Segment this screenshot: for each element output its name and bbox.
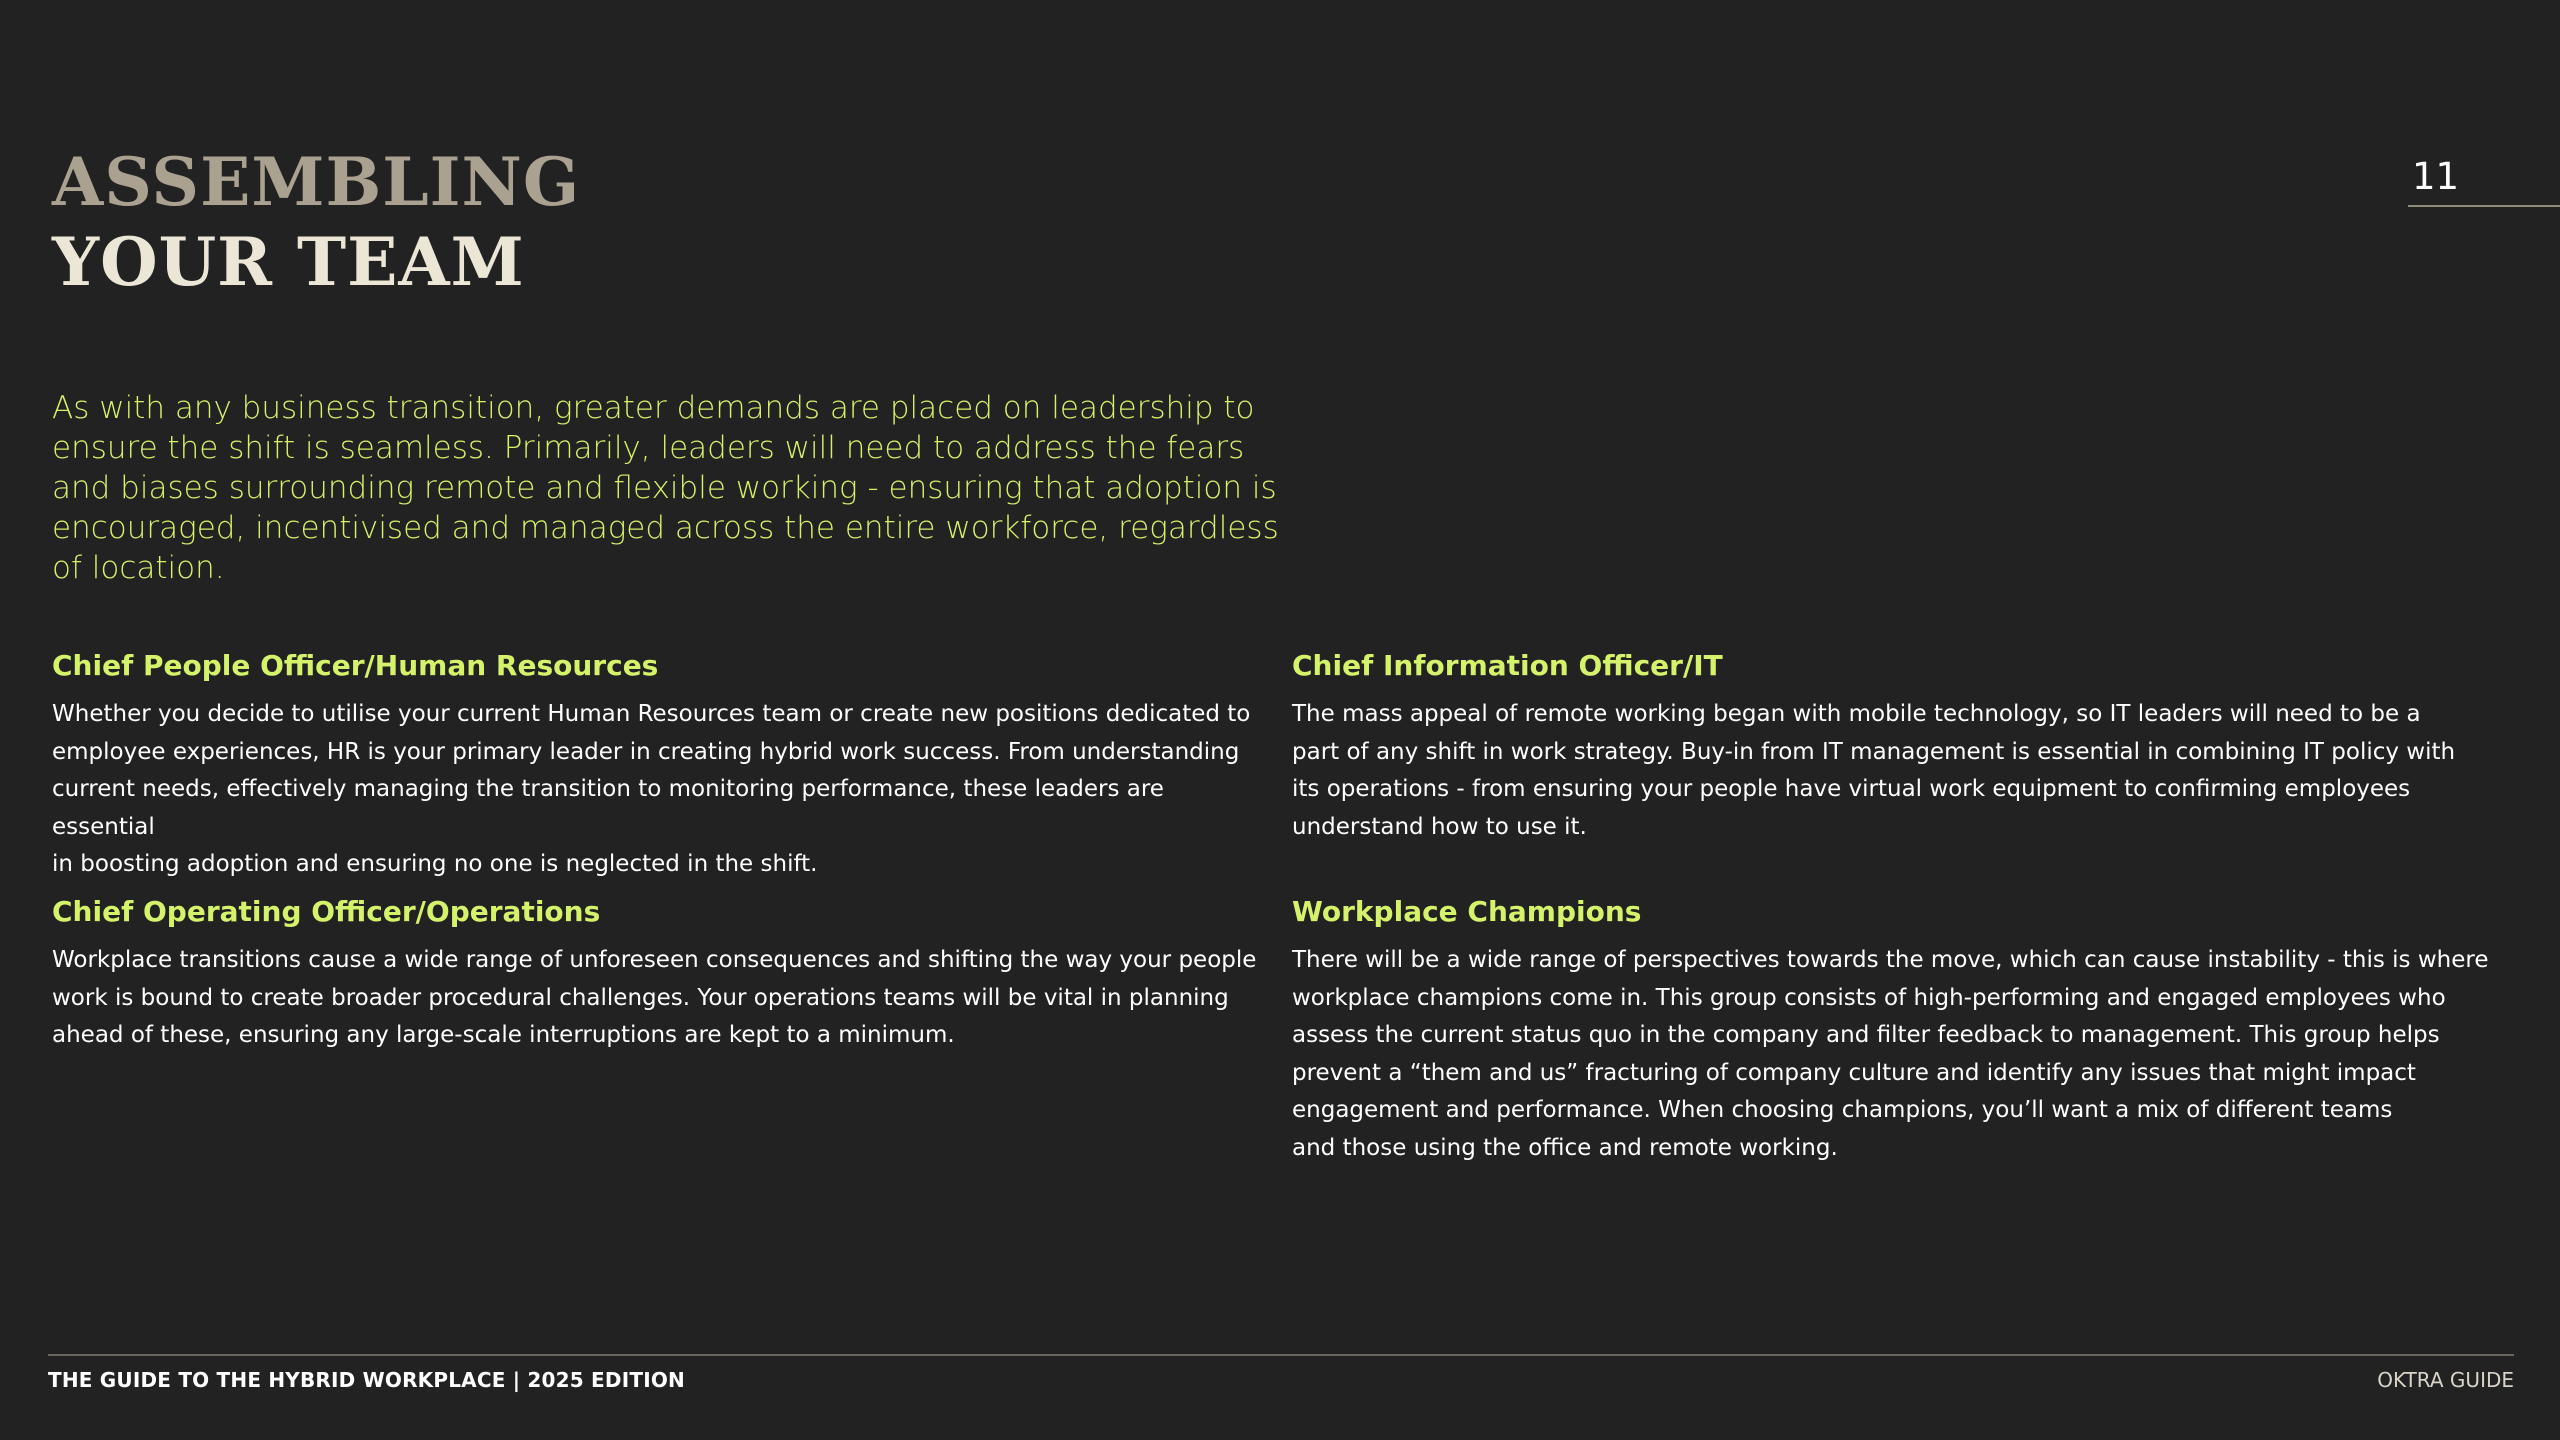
body-line: current needs, effectively managing the transition to monitoring performance, these leaders are essential <box>52 776 1164 840</box>
section-body <box>52 942 1272 1055</box>
section-heading: Chief People Officer/Human Resources <box>52 649 659 682</box>
body-line: engagement and performance. When choosing champions, you’ll want a mix of different teams <box>1292 1097 2393 1123</box>
section-workplace-champions <box>1292 892 2512 1167</box>
section-chief-operating-officer <box>52 892 1272 1055</box>
body-line: The mass appeal of remote working began with mobile technology, so IT leaders will need to be a <box>1292 701 2421 727</box>
section-chief-information-officer <box>1292 646 2512 846</box>
body-line: work is bound to create broader procedural challenges. Your operations teams will be vital in planning <box>52 984 1229 1011</box>
body-line: understand how to use it. <box>1292 813 1587 840</box>
section-heading: Chief Information Officer/IT <box>1292 649 1723 682</box>
body-line: and those using the office and remote working. <box>1292 1134 1838 1161</box>
body-line: employee experiences, HR is your primary leader in creating hybrid work success. From understanding <box>52 738 1240 765</box>
intro-line: As with any business transition, greater demands are placed on leadership to <box>52 390 1255 426</box>
page-title <box>52 142 580 302</box>
intro-line: encouraged, incentivised and managed across the entire workforce, regardless <box>52 510 1279 546</box>
page-number-underline <box>2408 205 2560 207</box>
intro-line: of location. <box>52 550 225 586</box>
page-title-line-1: ASSEMBLING <box>52 143 581 221</box>
section-body <box>1292 942 2512 1167</box>
body-line: Whether you decide to utilise your current Human Resources team or create new positions dedicated to <box>52 701 1251 727</box>
body-line: ahead of these, ensuring any large-scale interruptions are kept to a minimum. <box>52 1022 955 1048</box>
section-body <box>1292 696 2512 846</box>
footer-publication-title: THE GUIDE TO THE HYBRID WORKPLACE | 2025 EDITION <box>48 1368 685 1392</box>
page-number: 11 <box>2412 155 2460 198</box>
body-line: part of any shift in work strategy. Buy-in from IT management is essential in combining IT policy with <box>1292 738 2456 765</box>
body-line: There will be a wide range of perspectives towards the move, which can cause instability - this is where <box>1292 947 2489 973</box>
section-body <box>52 696 1272 884</box>
body-line: Workplace transitions cause a wide range of unforeseen consequences and shifting the way your people <box>52 947 1257 973</box>
body-line: prevent a “them and us” fracturing of company culture and identify any issues that might impact <box>1292 1059 2416 1086</box>
body-line: workplace champions come in. This group consists of high-performing and engaged employees who <box>1292 984 2446 1011</box>
section-chief-people-officer <box>52 646 1272 884</box>
body-line: in boosting adoption and ensuring no one is neglected in the shift. <box>52 851 818 877</box>
intro-line: and biases surrounding remote and flexible working - ensuring that adoption is <box>52 470 1277 506</box>
footer-divider <box>48 1354 2514 1356</box>
footer-brand: OKTRA GUIDE <box>2377 1368 2514 1392</box>
page-title-line-2: YOUR TEAM <box>52 223 525 301</box>
intro-paragraph <box>52 388 1282 588</box>
body-line: assess the current status quo in the company and filter feedback to management. This group helps <box>1292 1022 2440 1048</box>
body-line: its operations - from ensuring your people have virtual work equipment to confirming employees <box>1292 776 2411 802</box>
intro-line: ensure the shift is seamless. Primarily, leaders will need to address the fears <box>52 430 1245 466</box>
section-heading: Workplace Champions <box>1292 895 1642 928</box>
section-heading: Chief Operating Officer/Operations <box>52 895 601 928</box>
